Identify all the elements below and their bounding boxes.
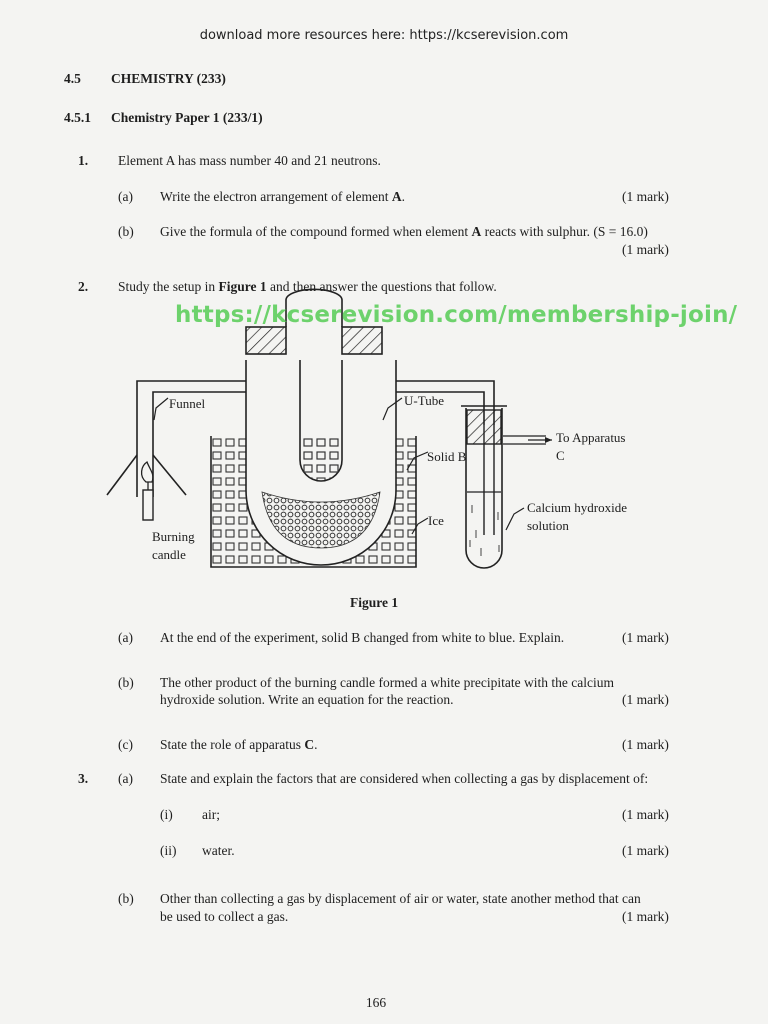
- q3aii-text: water.: [202, 843, 235, 858]
- q3b-line1: Other than collecting a gas by displacement of air or water, state another method that can: [160, 891, 641, 906]
- q3ai-marks: (1 mark): [622, 807, 669, 822]
- q2c-marks: (1 mark): [622, 737, 669, 752]
- q2b-line1: The other product of the burning candle formed a white precipitate with the calcium: [160, 675, 614, 690]
- q1a-text-pre: Write the electron arrangement of element: [160, 189, 392, 204]
- burning-candle: [142, 462, 153, 520]
- q1-stem: Element A has mass number 40 and 21 neutrons.: [118, 153, 381, 168]
- q1a-bold: A: [391, 189, 402, 204]
- q1-number: 1.: [78, 153, 89, 168]
- label-candle: candle: [152, 547, 186, 562]
- q2a-text: At the end of the experiment, solid B changed from white to blue. Explain.: [160, 630, 565, 645]
- q3aii-marks: (1 mark): [622, 843, 669, 858]
- label-funnel: Funnel: [169, 396, 206, 411]
- q2c-label: (c): [118, 737, 133, 752]
- q3b-label: (b): [118, 891, 134, 906]
- q1a-text-post: .: [401, 189, 405, 204]
- q3b-line2: be used to collect a gas.: [160, 909, 289, 924]
- label-solid-b: Solid B: [427, 449, 467, 464]
- q2-number: 2.: [78, 279, 89, 294]
- q1b-bold: A: [471, 224, 482, 239]
- q2c-text-post: .: [314, 737, 318, 752]
- q2b-label: (b): [118, 675, 134, 690]
- label-u-tube: U-Tube: [404, 393, 444, 408]
- label-calcium-hydroxide: Calcium hydroxide: [527, 500, 628, 515]
- q1a-marks: (1 mark): [622, 189, 669, 204]
- u-tube: [246, 289, 396, 565]
- q2c-bold: C: [304, 737, 315, 752]
- section-title: CHEMISTRY (233): [111, 71, 226, 86]
- q2a-marks: (1 mark): [622, 630, 669, 645]
- watermark-link[interactable]: https://kcserevision.com/membership-join/: [175, 302, 738, 328]
- subsection-title: Chemistry Paper 1 (233/1): [111, 110, 263, 125]
- subsection-number: 4.5.1: [64, 110, 91, 125]
- q2-stem-bold: Figure 1: [218, 279, 267, 294]
- q1b-text-pre: Give the formula of the compound formed when element: [160, 224, 472, 239]
- q2-stem-pre: Study the setup in: [118, 279, 219, 294]
- section-number: 4.5: [64, 71, 81, 86]
- q3b-marks: (1 mark): [622, 909, 669, 924]
- q3ai-label: (i): [160, 807, 173, 822]
- q2c-text-pre: State the role of apparatus: [160, 737, 305, 752]
- page-number: 166: [365, 995, 387, 1010]
- q3-number: 3.: [78, 771, 89, 786]
- q2b-marks: (1 mark): [622, 692, 669, 707]
- q1b-text-post: reacts with sulphur. (S = 16.0): [481, 224, 648, 239]
- funnel: [107, 455, 186, 495]
- label-solution: solution: [527, 518, 569, 533]
- q2-stem-post: and then answer the questions that follow.: [266, 279, 497, 294]
- label-to-apparatus: To Apparatus: [556, 430, 626, 445]
- q1b-label: (b): [118, 224, 134, 239]
- q2a-label: (a): [118, 630, 133, 645]
- label-c: C: [556, 448, 565, 463]
- download-banner[interactable]: download more resources here: https://kcserevision.com: [199, 28, 569, 43]
- q3ai-text: air;: [202, 807, 220, 822]
- q1a-label: (a): [118, 189, 133, 204]
- label-burning: Burning: [152, 529, 195, 544]
- test-tube: [461, 406, 552, 568]
- figure-caption: Figure 1: [350, 595, 399, 610]
- label-ice: Ice: [428, 513, 444, 528]
- q3a-text: State and explain the factors that are considered when collecting a gas by displacement of:: [160, 771, 649, 786]
- q3a-label: (a): [118, 771, 133, 786]
- q2c-text: [160, 737, 317, 753]
- q1b-marks: (1 mark): [622, 242, 669, 257]
- q2b-line2: hydroxide solution. Write an equation for the reaction.: [160, 692, 454, 707]
- q3aii-label: (ii): [160, 843, 177, 858]
